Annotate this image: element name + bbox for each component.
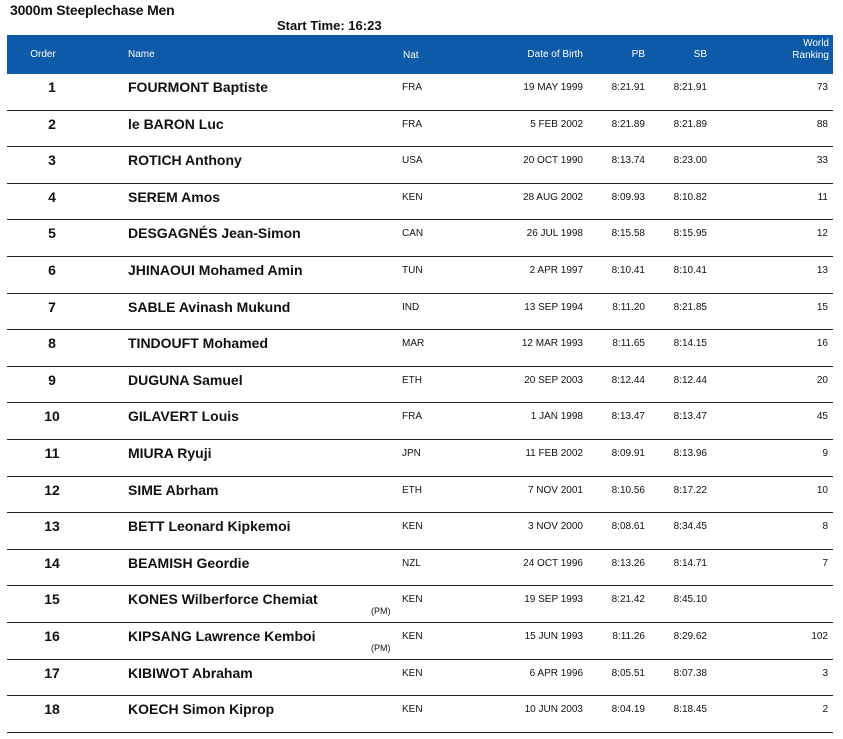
personal-best-cell: 8:21.91 <box>611 82 645 93</box>
table-row <box>7 403 833 440</box>
athlete-name: KIPSANG Lawrence Kemboi <box>128 627 316 644</box>
world-ranking-cell: 12 <box>816 228 828 240</box>
personal-best-cell: 8:09.91 <box>611 447 645 459</box>
personal-best-cell: 8:10.56 <box>611 484 645 496</box>
nationality-cell: FRA <box>402 82 422 93</box>
table-row <box>7 257 833 294</box>
column-header-order: Order <box>30 49 56 60</box>
world-ranking-cell: 7 <box>822 557 828 569</box>
athlete-name: JHINAOUI Mohamed Amin <box>128 261 303 278</box>
order-cell: 7 <box>48 298 56 315</box>
world-ranking-cell: 33 <box>816 155 828 167</box>
world-ranking-cell: 20 <box>816 374 828 386</box>
personal-best-cell: 8:10.41 <box>611 264 645 276</box>
athlete-name: KIBIWOT Abraham <box>128 664 253 681</box>
date-of-birth-cell: 19 SEP 1993 <box>524 594 583 606</box>
nationality-cell: KEN <box>402 630 423 642</box>
pacemaker-tag: (PM) <box>371 642 391 653</box>
order-cell: 11 <box>44 444 60 461</box>
table-row <box>7 513 833 550</box>
column-header-sb: SB <box>693 49 707 60</box>
table-row <box>7 74 833 111</box>
personal-best-cell: 8:13.47 <box>611 411 645 423</box>
athlete-name: KONES Wilberforce Chemiat <box>128 591 318 608</box>
table-header <box>7 35 833 74</box>
order-cell: 14 <box>44 554 60 571</box>
order-cell: 5 <box>48 225 56 242</box>
table-row <box>7 586 833 623</box>
order-cell: 1 <box>48 79 56 95</box>
athlete-name: BETT Leonard Kipkemoi <box>128 518 291 535</box>
world-ranking-cell: 45 <box>816 411 828 423</box>
world-ranking-cell: 8 <box>822 521 828 533</box>
world-ranking-cell: 88 <box>816 118 828 130</box>
nationality-cell: FRA <box>402 118 422 130</box>
date-of-birth-cell: 15 JUN 1993 <box>524 630 583 642</box>
season-best-cell: 8:21.91 <box>673 82 707 93</box>
order-cell: 12 <box>44 481 60 498</box>
personal-best-cell: 8:13.74 <box>611 155 645 167</box>
athlete-name: DUGUNA Samuel <box>128 371 243 388</box>
world-ranking-cell: 102 <box>811 630 828 642</box>
athlete-name: KOECH Simon Kiprop <box>128 701 275 718</box>
nationality-cell: JPN <box>402 447 421 459</box>
nationality-cell: NZL <box>402 557 421 569</box>
personal-best-cell: 8:13.26 <box>611 557 645 569</box>
table-row <box>7 623 833 660</box>
athlete-name: SABLE Avinash Mukund <box>128 298 291 315</box>
pacemaker-tag: (PM) <box>371 606 391 617</box>
season-best-cell: 8:21.89 <box>673 118 707 130</box>
date-of-birth-cell: 12 MAR 1993 <box>521 338 583 350</box>
world-ranking-cell: 9 <box>822 447 828 459</box>
season-best-cell: 8:14.71 <box>673 557 707 569</box>
nationality-cell: KEN <box>402 594 423 606</box>
personal-best-cell: 8:04.19 <box>611 704 645 716</box>
date-of-birth-cell: 19 MAY 1999 <box>523 82 583 93</box>
nationality-cell: ETH <box>402 484 422 496</box>
personal-best-cell: 8:11.65 <box>612 338 645 350</box>
athlete-name: DESGAGNÉS Jean-Simon <box>128 225 301 242</box>
table-row <box>7 294 833 331</box>
personal-best-cell: 8:15.58 <box>611 228 645 240</box>
nationality-cell: MAR <box>402 338 425 350</box>
world-ranking-cell: 16 <box>816 338 828 350</box>
nationality-cell: FRA <box>402 411 422 423</box>
date-of-birth-cell: 20 SEP 2003 <box>524 374 583 386</box>
table-row <box>7 330 833 367</box>
date-of-birth-cell: 3 NOV 2000 <box>527 521 583 533</box>
personal-best-cell: 8:21.89 <box>611 118 645 130</box>
world-ranking-cell: 10 <box>816 484 828 496</box>
season-best-cell: 8:14.15 <box>673 338 707 350</box>
table-row <box>7 111 833 148</box>
order-cell: 16 <box>44 627 60 644</box>
season-best-cell: 8:13.96 <box>673 447 707 459</box>
season-best-cell: 8:18.45 <box>673 704 707 716</box>
start-time-label: Start Time: <box>277 18 345 33</box>
season-best-cell: 8:13.47 <box>673 411 707 423</box>
nationality-cell: KEN <box>402 191 423 203</box>
table-row <box>7 440 833 477</box>
season-best-cell: 8:23.00 <box>673 155 707 167</box>
personal-best-cell: 8:11.20 <box>612 301 645 313</box>
athlete-name: MIURA Ryuji <box>128 444 212 461</box>
personal-best-cell: 8:08.61 <box>611 521 645 533</box>
date-of-birth-cell: 5 FEB 2002 <box>530 118 583 130</box>
order-cell: 4 <box>48 188 56 205</box>
date-of-birth-cell: 24 OCT 1996 <box>523 557 583 569</box>
date-of-birth-cell: 11 FEB 2002 <box>525 447 583 459</box>
season-best-cell: 8:10.82 <box>673 191 707 203</box>
column-header-name: Name <box>128 49 155 60</box>
nationality-cell: TUN <box>402 264 423 276</box>
date-of-birth-cell: 28 AUG 2002 <box>522 191 583 203</box>
order-cell: 13 <box>44 518 60 535</box>
nationality-cell: ETH <box>402 374 422 386</box>
season-best-cell: 8:45.10 <box>673 594 707 606</box>
column-header-world-ranking <box>747 38 829 62</box>
order-cell: 18 <box>44 701 60 718</box>
season-best-cell: 8:15.95 <box>673 228 707 240</box>
athlete-name: GILAVERT Louis <box>128 408 239 425</box>
column-header-pb: PB <box>631 49 645 60</box>
table-row <box>7 184 833 221</box>
date-of-birth-cell: 13 SEP 1994 <box>524 301 583 313</box>
order-cell: 3 <box>48 152 56 169</box>
world-ranking-cell: 73 <box>816 82 828 93</box>
world-ranking-cell: 15 <box>816 301 828 313</box>
world-ranking-cell: 13 <box>816 264 828 276</box>
date-of-birth-cell: 26 JUL 1998 <box>526 228 583 240</box>
season-best-cell: 8:29.62 <box>673 630 707 642</box>
ranking-header-line2: Ranking <box>792 50 829 61</box>
nationality-cell: KEN <box>402 704 423 716</box>
season-best-cell: 8:10.41 <box>673 264 707 276</box>
personal-best-cell: 8:09.93 <box>611 191 645 203</box>
table-row <box>7 550 833 587</box>
column-header-nat: Nat <box>403 50 419 61</box>
nationality-cell: IND <box>402 301 420 313</box>
date-of-birth-cell: 10 JUN 2003 <box>524 704 583 716</box>
season-best-cell: 8:12.44 <box>673 374 707 386</box>
nationality-cell: KEN <box>402 521 423 533</box>
athlete-name: ROTICH Anthony <box>128 152 242 169</box>
athlete-name: le BARON Luc <box>128 115 224 132</box>
column-header-dob: Date of Birth <box>527 49 583 60</box>
personal-best-cell: 8:05.51 <box>611 667 645 679</box>
order-cell: 2 <box>48 115 56 132</box>
order-cell: 10 <box>44 408 60 425</box>
order-cell: 6 <box>48 261 56 278</box>
athlete-name: SIME Abrham <box>128 481 219 498</box>
date-of-birth-cell: 1 JAN 1998 <box>530 411 583 423</box>
table-row <box>7 147 833 184</box>
date-of-birth-cell: 6 APR 1996 <box>529 667 583 679</box>
nationality-cell: KEN <box>402 667 423 679</box>
season-best-cell: 8:07.38 <box>673 667 707 679</box>
order-cell: 9 <box>48 371 56 388</box>
order-cell: 8 <box>48 335 56 352</box>
table-row <box>7 220 833 257</box>
season-best-cell: 8:34.45 <box>673 521 707 533</box>
world-ranking-cell: 2 <box>822 704 828 716</box>
world-ranking-cell: 3 <box>822 667 828 679</box>
table-row <box>7 367 833 404</box>
start-list-table <box>7 74 833 733</box>
nationality-cell: CAN <box>402 228 424 240</box>
date-of-birth-cell: 20 OCT 1990 <box>523 155 583 167</box>
order-cell: 15 <box>44 591 60 608</box>
athlete-name: TINDOUFT Mohamed <box>128 335 268 352</box>
date-of-birth-cell: 7 NOV 2001 <box>527 484 583 496</box>
table-row <box>7 696 833 733</box>
start-time-value: 16:23 <box>348 18 382 33</box>
world-ranking-cell: 11 <box>817 191 828 203</box>
season-best-cell: 8:21.85 <box>673 301 707 313</box>
personal-best-cell: 8:12.44 <box>611 374 645 386</box>
season-best-cell: 8:17.22 <box>673 484 707 496</box>
start-time <box>277 18 382 33</box>
athlete-name: SEREM Amos <box>128 188 221 205</box>
table-row <box>7 660 833 697</box>
athlete-name: FOURMONT Baptiste <box>128 79 268 95</box>
date-of-birth-cell: 2 APR 1997 <box>529 264 583 276</box>
table-row <box>7 477 833 514</box>
page-title: 3000m Steeplechase Men <box>10 2 175 18</box>
athlete-name: BEAMISH Geordie <box>128 554 250 571</box>
order-cell: 17 <box>44 664 60 681</box>
personal-best-cell: 8:11.26 <box>612 630 645 642</box>
personal-best-cell: 8:21.42 <box>611 594 645 606</box>
nationality-cell: USA <box>402 155 423 167</box>
ranking-header-line1: World <box>803 38 829 49</box>
